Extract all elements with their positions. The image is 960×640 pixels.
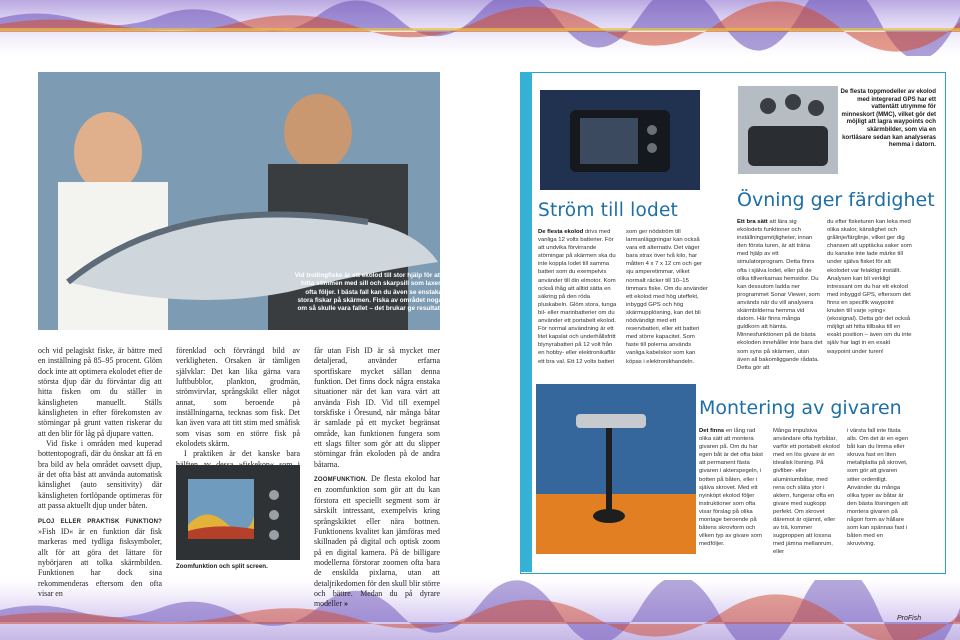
sonar-echo-graphic — [0, 0, 960, 56]
paragraph — [538, 228, 620, 366]
paragraph: förenklad och förvrängd bild av verkligheten. Orsaken är tämligen självklar: Det kan lika gärna vara luftbubblor, plankton, grodmän, strömvirvlar, språngskikt eller något annat, som beroende på inställningarna, tecknas som fisk. Det kan även vara att titt stim med småfisk som visas som en större fisk på ekolodets skärm. — [176, 346, 300, 449]
article-column-1 — [38, 346, 162, 599]
paragraph-text: att lära sig ekolodets funktioner och inställningsmöjligheter, innan den första turen, är att träna med hjälp av ett simulatorprogram. Detta finns ofta i själva lodet, eller på de olika tillverkarnas hemsidor. Du kan dessutom ladda ner programmet Sonar Viewer, som används när du vill analysera skärmbilderna hemma vid datorn. Här finns många guldkorn att hämta. Minnesfunktionen på de bästa ekoloden innehåller inte bara det som syns på skärmen, utan även all bakomliggande rådata. Detta gör att — [737, 219, 823, 371]
paragraph: Många impulsiva användare ofta hyrbåtar, varför ett portabelt ekolod med en lös givare är en idealisk lösning. På givfiber- eller aluminiumbåtar, med rena och släta ytor i aktern, fungerar ofta en givare med sugkopp perfekt. Om skrovet däremot är ojämnt, eller av trä, kommer sugproppen att lossna med jämna mellanrum, eller — [773, 428, 840, 556]
paragraph: och vid pelagiskt fiske, är bättre med en inställning på 85–95 procent. Glöm dock inte att optimera ekolodet efter de största djup där du förväntar dig att hitta fisken om du ställer in känsligheten manuellt. Ställs känsligheten in efter förekomsten av störningar på grunt vatten riskerar du att den blir för låg på djupare vatten. — [38, 346, 163, 438]
accent-strip — [520, 72, 532, 572]
paragraph: I praktiken är det kanske bara — [184, 449, 300, 459]
photo-caption: Vid trollingfiske är ett ekolod till stor hjälp för att hitta stimmen med sill och skarpsill som laxen ofta följer. I bästa fall kan du även se enstaka stora fiskar på skärmen. Fiska av området noga om så skulle vara fallet – det brukar ge resultat! — [294, 272, 442, 313]
callout-text: De flesta toppmodeller av ekolod med integrerad GPS har ett vattentätt utrymme för minneskort (MMC), vilket gör det möjligt att lagra waypoints och skärmbilder, som via en kortläsare sedan kan analyseras hemma i datorn. — [840, 88, 936, 149]
keypad-photo — [738, 86, 838, 174]
continue-marker: » — [344, 601, 348, 609]
paragraph — [38, 516, 162, 600]
paragraph-text: drivs med vanliga 12 volts batterier. För att undvika förvirrande störningar på skärmen ska du inte koppla lodet till samma batteri som du exempelvis använder till din elmotor. Kom också ihåg att alltid sätta en säkring på den röda pluskabeln. Glöm stora, tunga bil- eller marinbatterier om du använder ett portabelt ekolod. För normal användning är ett litet kapslat och underhållsfritt blynyrabatteri på 12 volt från en hobby- eller elektronikaffär ett bra val. Ett 12 volts batteri — [538, 229, 617, 365]
ovning-column-2 — [827, 218, 913, 356]
paragraph: i värsta fall inte fästa alls. Om det är en egen båt kan du limma eller skruva fast en liten metallplatta på skrovet, som gör att givaren sitter ordentligt. Använder du många olika typer av båtar är den bästa lösningen att montera givaren på någon form av hållare som kan spännas fast i båten med en skruvtving. — [847, 428, 909, 548]
paragraph: får utan Fish ID är så mycket mer detaljerad, använder erfarna sportfiskare mycket sällan denna funktion. Det finns dock några enstaka situationer när det kan vara värt att använda Fish ID. Vid till exempel torskfiske i Öresund, när många båtar är samlade på ett mycket begränsat område, kan funktionen fungera som ett slags filter som gör att du slipper störningar från ekoloden på de andra båtarna. — [314, 346, 440, 469]
montering-column-1 — [699, 427, 765, 548]
heading-montering: Montering av givaren — [699, 397, 902, 419]
paragraph — [737, 218, 823, 372]
ekolod-unit-photo — [540, 90, 700, 190]
ovning-column-1 — [737, 218, 823, 372]
fishfinder-screen-photo — [176, 465, 300, 560]
magazine-footer: ProFish — [897, 615, 922, 622]
paragraph — [699, 427, 765, 548]
montering-column-3 — [847, 427, 911, 548]
paragraph: som ger nödström till larmanläggningar kan också vara ett alternativ. Det väger bara strax över två kilo, har måtten 4 x 7 x 12 cm och ger sju amperetimmar, vilket normalt räcker till 10–15 timmars fiske. Om du använder ett ekolod med hög uteffekt, inbyggd GPS och hög skärmupplösning, kan det bli nödvändigt med ett reservbatteri, eller ett batteri med större kapacitet. Som faste till polerna används vanliga kabelskor som kan köpas i elektronikhandeln. — [626, 229, 708, 365]
boat-transducer-photo — [536, 384, 696, 554]
montering-column-2 — [773, 427, 841, 557]
sonar-band-top — [0, 0, 960, 56]
paragraph-text: en lång rad olika sätt att montera givaren på. Om du har egen båt är det ofta bäst att permanent fästa givaren i akterspegeln, i botten på båten, eller i själva skrovet. Med ett nyinköpt ekolod följer instruktioner som ofta visar förslag på olika montage beroende på båtens skrovform och vilken typ av givare som medföljer. — [699, 428, 763, 548]
paragraph: Vid fiske i områden med kuperad bottentopografi, där du önskar att få en bra bild av hela området oavsett djup, är det ofta bäst att använda automatisk känslighet (auto sensitivity) där känsligheten fortlöpande optimeras för att passa aktuellt djup under båten. — [38, 439, 162, 511]
subheading: ZOOMFUNKTION. — [314, 477, 368, 484]
lead-in: De flesta ekolod — [538, 229, 584, 235]
strom-column-1 — [538, 228, 620, 366]
paragraph-text: »Fish ID« är en funktion där fisk markeras med tydliga fisksymboler, allt för att göra det lättare för nybörjaren att tolka skärmbilden. Funktionen har dock sina rekommenderas eftersom den ofta visar en — [38, 526, 162, 598]
paragraph-text: De flesta ekolod har en zoomfunktion som gör att du kan förstora ett speciellt segment som är särskilt intressant, exempelvis kring språngskiktet eller nära bottnen. Funktionens kvalitet kan jämföras med skillnaden på digital och optisk zoom på en digital kamera. På de billigare modellerna förstorar zoomen ofta bara de enskilda pixlarna, utan att detaljrikedomen för den skull blir större och bättre. Medan du på dyrare modeller — [314, 474, 440, 609]
lead-in: Det finns — [699, 428, 725, 434]
article-column-3 — [314, 346, 440, 611]
lead-in: Ett bra sätt — [737, 219, 768, 225]
subheading: PLOJ ELLER PRAKTISK FUNKTION? — [38, 518, 162, 525]
screen-caption: Zoomfunktion och split screen. — [176, 563, 268, 570]
paragraph: du efter fisketuren kan leka med olika skalor, känslighet och grålinje/färglinje, vilket ger dig chansen att upptäcka saker som du kanske inte lade märke till under själva fisket för att ekolodet var felaktigt inställt. Analysen kan bli verkligt intressant om du har ett ekolod med inbyggd GPS, eftersom det finns en specifik waypoint knuten till varje »ping« (ekosignal). Detta gör det också möjligt att hitta tillbaka till en exakt position – även om du inte själv har lagt in en exakt waypoint under turen! — [827, 219, 912, 355]
heading-ovning: Övning ger färdighet — [737, 189, 935, 211]
paragraph — [314, 474, 440, 610]
strom-column-2 — [626, 228, 708, 366]
heading-strom: Ström till lodet — [538, 200, 679, 221]
